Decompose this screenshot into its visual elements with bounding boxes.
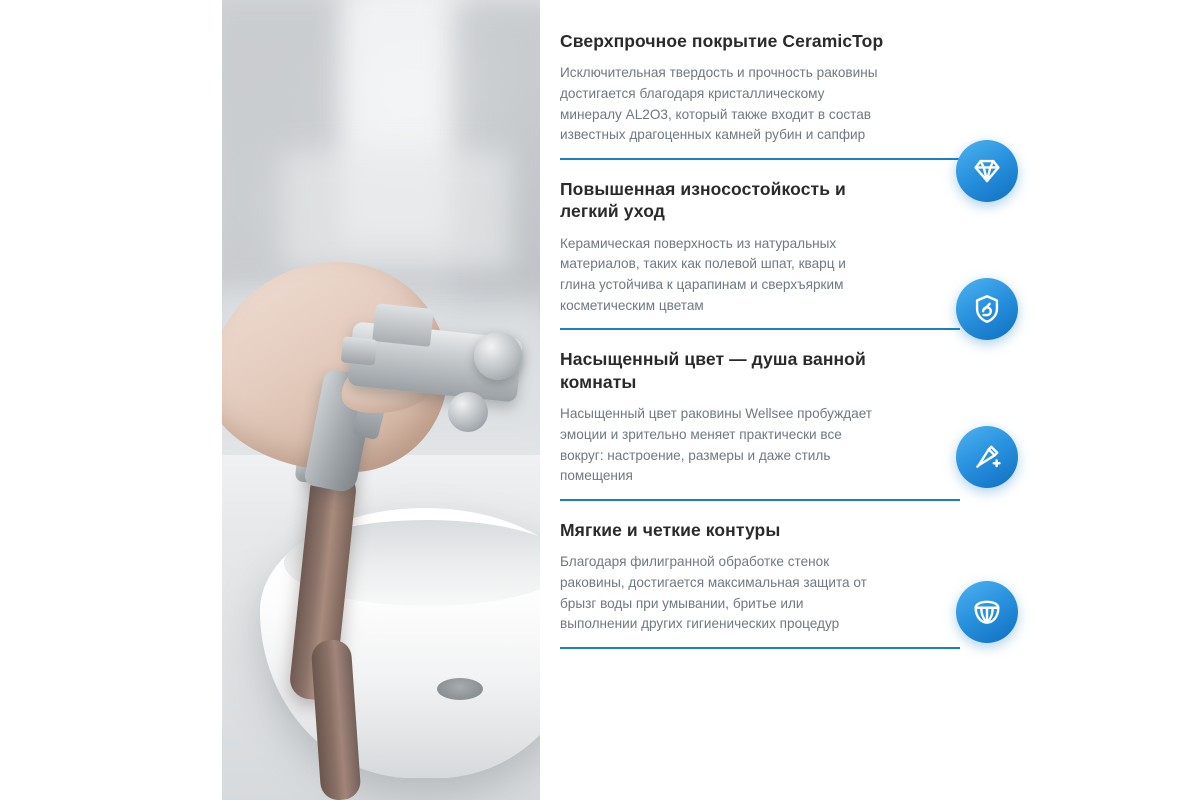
feature-body bbox=[560, 30, 960, 160]
feature-description: Благодаря филигранной обработке стенок раковины, достигается максимальная защита от брызг воды при умывании, бритье или выполнении других гигиенических процедур bbox=[560, 554, 867, 632]
spray-gun-top-cap bbox=[372, 303, 434, 347]
blurred-room-element bbox=[282, 150, 512, 270]
paint-spray-icon bbox=[956, 426, 1018, 488]
product-photo bbox=[222, 0, 540, 800]
shield-protection-icon bbox=[956, 278, 1018, 340]
feature-title: Сверхпрочное покрытие CeramicTop bbox=[560, 31, 884, 51]
features-list bbox=[560, 0, 990, 800]
feature-title: Повышенная износостойкость и легкий уход bbox=[560, 179, 846, 222]
basin-drain bbox=[437, 678, 483, 700]
feature-item bbox=[560, 30, 990, 160]
feature-item bbox=[560, 348, 990, 500]
feature-title: Мягкие и четкие контуры bbox=[560, 519, 781, 540]
spray-gun-knob-secondary bbox=[448, 392, 488, 432]
feature-item bbox=[560, 519, 990, 649]
spray-gun-nozzle bbox=[341, 336, 378, 365]
shell-basin-icon bbox=[956, 581, 1018, 643]
feature-body bbox=[560, 519, 960, 649]
feature-description: Керамическая поверхность из натуральных материалов, таких как полевой шпат, кварц и глина устойчива к царапинам и сверхъярким косметическим цветам bbox=[560, 235, 846, 313]
feature-item bbox=[560, 178, 990, 330]
feature-description: Исключительная твердость и прочность раковины достигается благодаря кристаллическому минералу AL2O3, который также входит в состав известных драгоценных камней рубин и сапфир bbox=[560, 65, 878, 143]
feature-title: Насыщенный цвет — душа ванной комнаты bbox=[560, 349, 866, 392]
spray-gun-knob bbox=[474, 332, 522, 380]
feature-body bbox=[560, 348, 960, 500]
feature-body bbox=[560, 178, 960, 330]
feature-description: Насыщенный цвет раковины Wellsee пробуждает эмоции и зрительно меняет практически все вокруг: настроение, размеры и даже стиль помещения bbox=[560, 406, 873, 484]
